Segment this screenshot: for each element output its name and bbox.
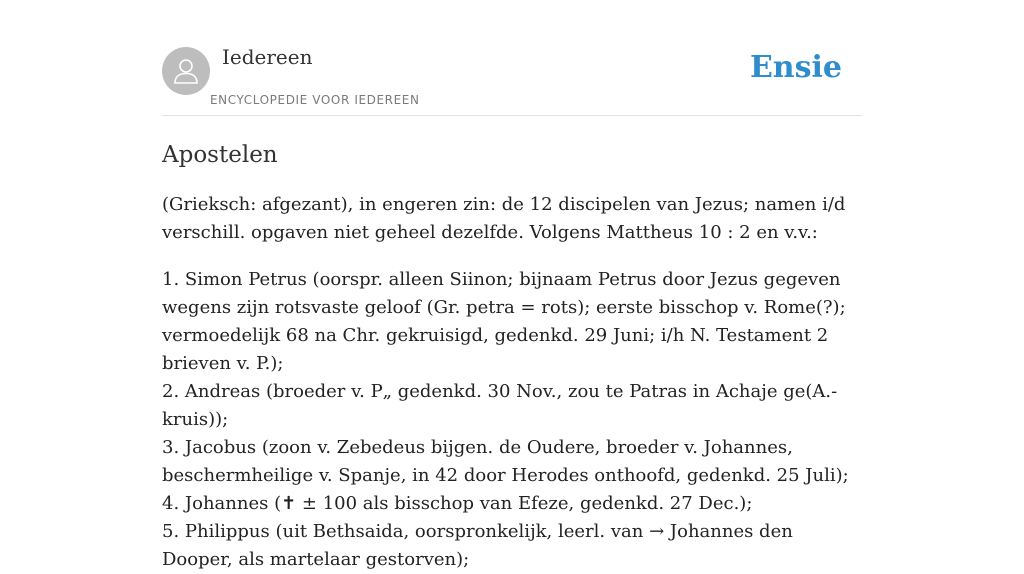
list-item: 1. Simon Petrus (oorspr. alleen Siinon; bijnaam Petrus door Jezus gegeven wegens zijn rotsvaste geloof (Gr. petra = rots); eerste bisschop v. Rome(?); vermoedelijk 68 na Chr. gekruisigd, gedenkd. 29 Juni; i/h N. Testament 2 brieven v. P.); — [162, 269, 846, 374]
list-item: 2. Andreas (broeder v. P„ gedenkd. 30 Nov., zou te Patras in Achaje ge(A.-kruis)); — [162, 381, 838, 430]
content-container — [162, 0, 862, 574]
site-header — [162, 0, 862, 116]
ensie-logo[interactable]: Ensie — [749, 50, 842, 85]
avatar[interactable] — [162, 47, 210, 95]
list-item: 4. Johannes (✝ ± 100 als bisschop van Efeze, gedenkd. 27 Dec.); — [162, 493, 753, 514]
list-item: 3. Jacobus (zoon v. Zebedeus bijgen. de Oudere, broeder v. Johannes, beschermheilige v. Spanje, in 42 door Herodes onthoofd, gedenkd. 25 Juli); — [162, 437, 849, 486]
article-intro: (Grieksch: afgezant), in engeren zin: de 12 discipelen van Jezus; namen i/d verschill. opgaven niet geheel dezelfde. Volgens Mattheus 10 : 2 en v.v.: — [162, 194, 846, 243]
article-title: Apostelen — [162, 142, 278, 168]
user-icon — [171, 56, 201, 86]
apostle-list — [162, 266, 862, 574]
site-tagline: ENCYCLOPEDIE VOOR IEDEREEN — [210, 93, 420, 107]
list-item: 5. Philippus (uit Bethsaida, oorspronkelijk, leerl. van → Johannes den Dooper, als martelaar gestorven); — [162, 521, 793, 570]
username-link[interactable]: Iedereen — [222, 45, 313, 69]
